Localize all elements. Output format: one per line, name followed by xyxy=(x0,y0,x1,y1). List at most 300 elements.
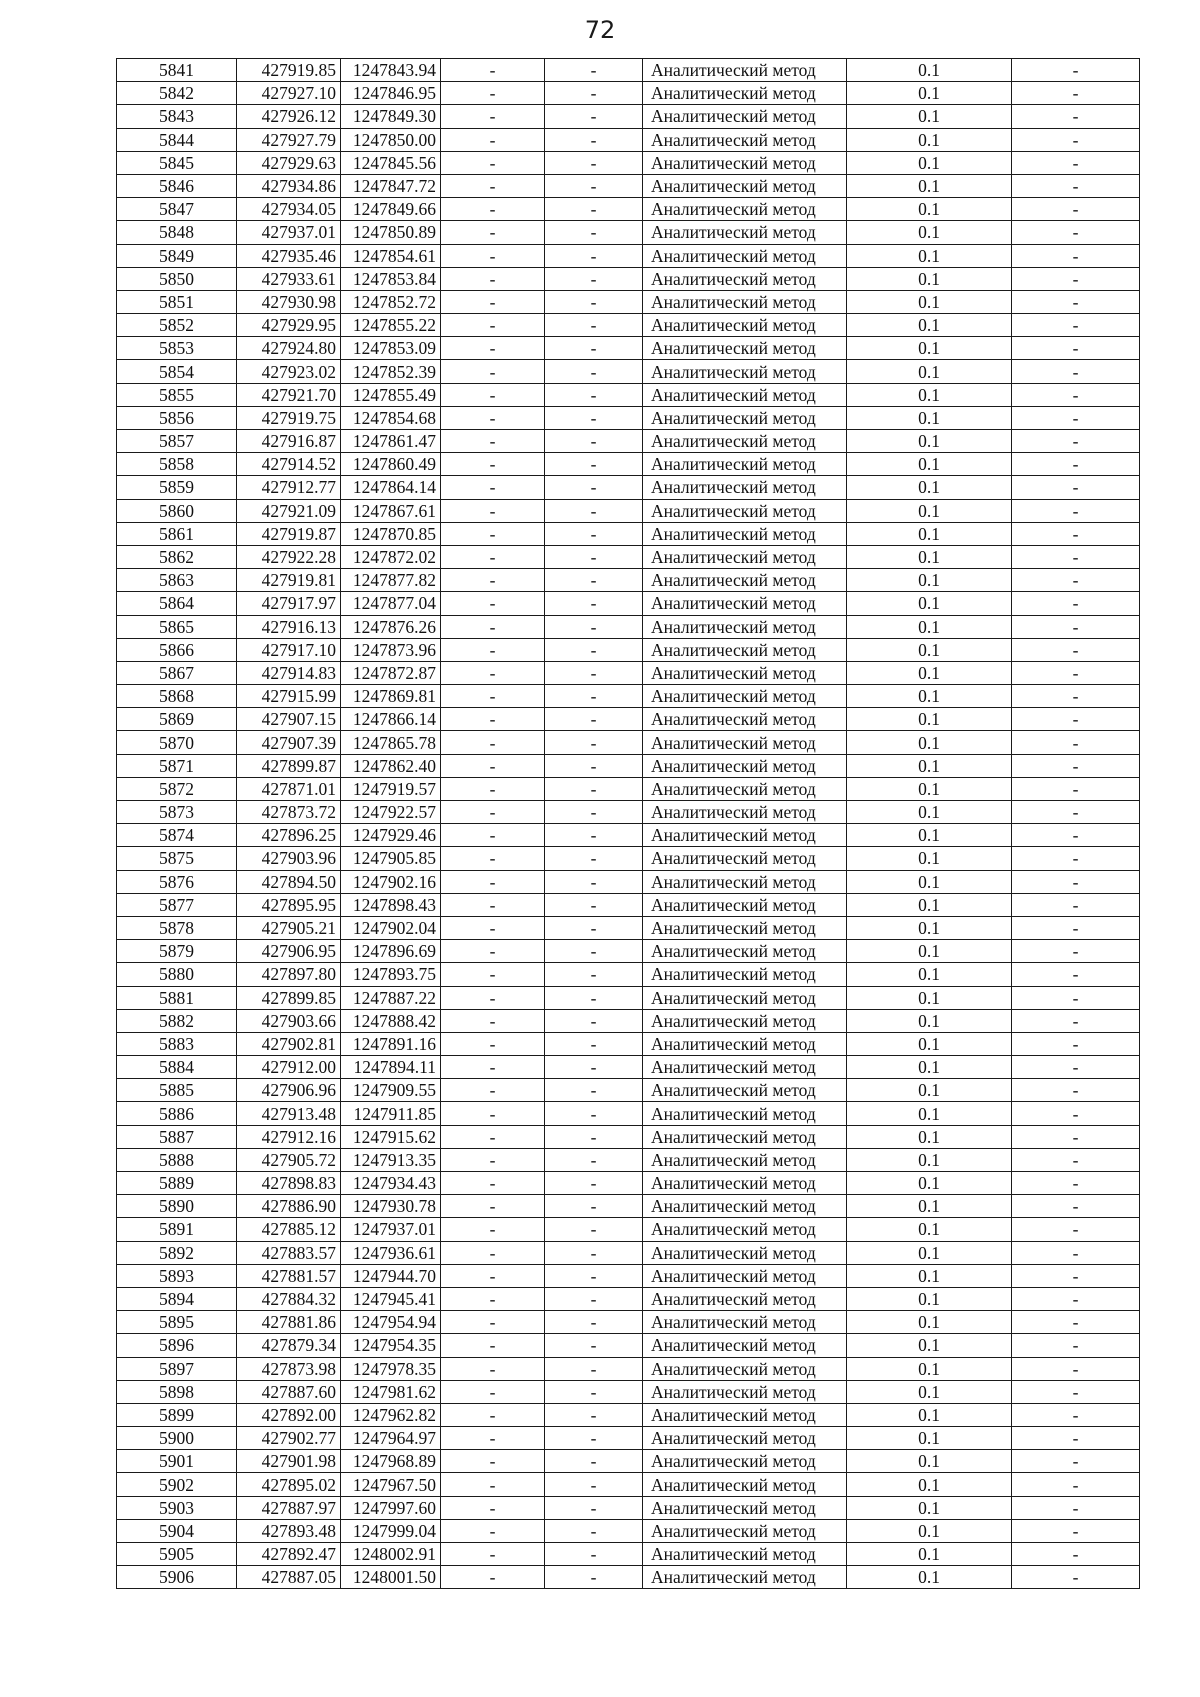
table-row xyxy=(117,893,1140,916)
method-cell: Аналитический метод xyxy=(643,337,847,360)
x-coordinate-cell: 427916.13 xyxy=(237,615,341,638)
y-coordinate-cell: 1247898.43 xyxy=(341,893,441,916)
dash-cell: - xyxy=(545,1172,643,1195)
table-row xyxy=(117,754,1140,777)
table-row xyxy=(117,406,1140,429)
dash-cell: - xyxy=(1012,661,1140,684)
x-coordinate-cell: 427899.85 xyxy=(237,986,341,1009)
dash-cell: - xyxy=(441,244,545,267)
accuracy-cell: 0.1 xyxy=(847,476,1012,499)
dash-cell: - xyxy=(545,963,643,986)
table-row xyxy=(117,1380,1140,1403)
point-number-cell: 5887 xyxy=(117,1125,237,1148)
accuracy-cell: 0.1 xyxy=(847,893,1012,916)
method-cell: Аналитический метод xyxy=(643,1473,847,1496)
y-coordinate-cell: 1247849.66 xyxy=(341,198,441,221)
x-coordinate-cell: 427873.72 xyxy=(237,801,341,824)
dash-cell: - xyxy=(545,522,643,545)
dash-cell: - xyxy=(441,290,545,313)
point-number-cell: 5898 xyxy=(117,1380,237,1403)
point-number-cell: 5860 xyxy=(117,499,237,522)
dash-cell: - xyxy=(1012,685,1140,708)
accuracy-cell: 0.1 xyxy=(847,174,1012,197)
method-cell: Аналитический метод xyxy=(643,453,847,476)
x-coordinate-cell: 427919.85 xyxy=(237,59,341,82)
dash-cell: - xyxy=(1012,893,1140,916)
dash-cell: - xyxy=(1012,128,1140,151)
accuracy-cell: 0.1 xyxy=(847,638,1012,661)
dash-cell: - xyxy=(545,1519,643,1542)
dash-cell: - xyxy=(545,1334,643,1357)
dash-cell: - xyxy=(441,1450,545,1473)
y-coordinate-cell: 1247865.78 xyxy=(341,731,441,754)
x-coordinate-cell: 427894.50 xyxy=(237,870,341,893)
dash-cell: - xyxy=(545,1357,643,1380)
accuracy-cell: 0.1 xyxy=(847,1473,1012,1496)
dash-cell: - xyxy=(441,638,545,661)
x-coordinate-cell: 427921.09 xyxy=(237,499,341,522)
accuracy-cell: 0.1 xyxy=(847,267,1012,290)
dash-cell: - xyxy=(1012,1195,1140,1218)
dash-cell: - xyxy=(1012,569,1140,592)
method-cell: Аналитический метод xyxy=(643,1450,847,1473)
x-coordinate-cell: 427907.39 xyxy=(237,731,341,754)
dash-cell: - xyxy=(441,128,545,151)
dash-cell: - xyxy=(1012,1519,1140,1542)
dash-cell: - xyxy=(545,314,643,337)
point-number-cell: 5880 xyxy=(117,963,237,986)
point-number-cell: 5851 xyxy=(117,290,237,313)
table-row xyxy=(117,870,1140,893)
dash-cell: - xyxy=(441,801,545,824)
accuracy-cell: 0.1 xyxy=(847,708,1012,731)
y-coordinate-cell: 1248001.50 xyxy=(341,1566,441,1589)
x-coordinate-cell: 427905.72 xyxy=(237,1148,341,1171)
dash-cell: - xyxy=(545,847,643,870)
dash-cell: - xyxy=(545,105,643,128)
y-coordinate-cell: 1247845.56 xyxy=(341,151,441,174)
method-cell: Аналитический метод xyxy=(643,801,847,824)
accuracy-cell: 0.1 xyxy=(847,824,1012,847)
table-row xyxy=(117,1032,1140,1055)
accuracy-cell: 0.1 xyxy=(847,847,1012,870)
point-number-cell: 5862 xyxy=(117,545,237,568)
accuracy-cell: 0.1 xyxy=(847,1056,1012,1079)
dash-cell: - xyxy=(441,708,545,731)
dash-cell: - xyxy=(545,940,643,963)
x-coordinate-cell: 427921.70 xyxy=(237,383,341,406)
y-coordinate-cell: 1247846.95 xyxy=(341,82,441,105)
point-number-cell: 5861 xyxy=(117,522,237,545)
table-row xyxy=(117,847,1140,870)
x-coordinate-cell: 427884.32 xyxy=(237,1287,341,1310)
y-coordinate-cell: 1247860.49 xyxy=(341,453,441,476)
dash-cell: - xyxy=(441,1473,545,1496)
dash-cell: - xyxy=(1012,731,1140,754)
method-cell: Аналитический метод xyxy=(643,406,847,429)
table-row xyxy=(117,824,1140,847)
point-number-cell: 5896 xyxy=(117,1334,237,1357)
point-number-cell: 5863 xyxy=(117,569,237,592)
method-cell: Аналитический метод xyxy=(643,522,847,545)
table-row xyxy=(117,82,1140,105)
dash-cell: - xyxy=(1012,360,1140,383)
method-cell: Аналитический метод xyxy=(643,1403,847,1426)
x-coordinate-cell: 427919.87 xyxy=(237,522,341,545)
accuracy-cell: 0.1 xyxy=(847,1218,1012,1241)
method-cell: Аналитический метод xyxy=(643,198,847,221)
method-cell: Аналитический метод xyxy=(643,1519,847,1542)
dash-cell: - xyxy=(441,545,545,568)
method-cell: Аналитический метод xyxy=(643,708,847,731)
y-coordinate-cell: 1247937.01 xyxy=(341,1218,441,1241)
y-coordinate-cell: 1247855.22 xyxy=(341,314,441,337)
accuracy-cell: 0.1 xyxy=(847,685,1012,708)
point-number-cell: 5873 xyxy=(117,801,237,824)
dash-cell: - xyxy=(545,685,643,708)
x-coordinate-cell: 427906.96 xyxy=(237,1079,341,1102)
accuracy-cell: 0.1 xyxy=(847,337,1012,360)
dash-cell: - xyxy=(545,128,643,151)
accuracy-cell: 0.1 xyxy=(847,1450,1012,1473)
dash-cell: - xyxy=(441,1403,545,1426)
table-row xyxy=(117,1357,1140,1380)
point-number-cell: 5891 xyxy=(117,1218,237,1241)
dash-cell: - xyxy=(441,1079,545,1102)
table-row xyxy=(117,1148,1140,1171)
method-cell: Аналитический метод xyxy=(643,847,847,870)
table-row xyxy=(117,1496,1140,1519)
x-coordinate-cell: 427917.10 xyxy=(237,638,341,661)
table-row xyxy=(117,1311,1140,1334)
dash-cell: - xyxy=(441,174,545,197)
page-number: 72 xyxy=(584,16,616,44)
dash-cell: - xyxy=(545,1032,643,1055)
dash-cell: - xyxy=(545,453,643,476)
x-coordinate-cell: 427887.05 xyxy=(237,1566,341,1589)
y-coordinate-cell: 1247893.75 xyxy=(341,963,441,986)
x-coordinate-cell: 427893.48 xyxy=(237,1519,341,1542)
accuracy-cell: 0.1 xyxy=(847,661,1012,684)
dash-cell: - xyxy=(441,1032,545,1055)
dash-cell: - xyxy=(441,1125,545,1148)
method-cell: Аналитический метод xyxy=(643,1056,847,1079)
dash-cell: - xyxy=(545,1380,643,1403)
table-row xyxy=(117,615,1140,638)
dash-cell: - xyxy=(545,1218,643,1241)
method-cell: Аналитический метод xyxy=(643,592,847,615)
dash-cell: - xyxy=(545,592,643,615)
method-cell: Аналитический метод xyxy=(643,661,847,684)
y-coordinate-cell: 1247894.11 xyxy=(341,1056,441,1079)
point-number-cell: 5876 xyxy=(117,870,237,893)
x-coordinate-cell: 427929.95 xyxy=(237,314,341,337)
y-coordinate-cell: 1247847.72 xyxy=(341,174,441,197)
point-number-cell: 5884 xyxy=(117,1056,237,1079)
accuracy-cell: 0.1 xyxy=(847,1519,1012,1542)
dash-cell: - xyxy=(1012,1264,1140,1287)
point-number-cell: 5848 xyxy=(117,221,237,244)
method-cell: Аналитический метод xyxy=(643,1566,847,1589)
dash-cell: - xyxy=(1012,1473,1140,1496)
point-number-cell: 5872 xyxy=(117,777,237,800)
dash-cell: - xyxy=(545,731,643,754)
table-row xyxy=(117,105,1140,128)
dash-cell: - xyxy=(545,337,643,360)
x-coordinate-cell: 427929.63 xyxy=(237,151,341,174)
dash-cell: - xyxy=(441,1056,545,1079)
table-row xyxy=(117,59,1140,82)
dash-cell: - xyxy=(1012,1543,1140,1566)
table-row xyxy=(117,1218,1140,1241)
dash-cell: - xyxy=(1012,383,1140,406)
accuracy-cell: 0.1 xyxy=(847,963,1012,986)
y-coordinate-cell: 1247978.35 xyxy=(341,1357,441,1380)
table-row xyxy=(117,1427,1140,1450)
accuracy-cell: 0.1 xyxy=(847,1148,1012,1171)
dash-cell: - xyxy=(441,151,545,174)
accuracy-cell: 0.1 xyxy=(847,1241,1012,1264)
point-number-cell: 5879 xyxy=(117,940,237,963)
point-number-cell: 5888 xyxy=(117,1148,237,1171)
dash-cell: - xyxy=(545,1473,643,1496)
accuracy-cell: 0.1 xyxy=(847,615,1012,638)
method-cell: Аналитический метод xyxy=(643,1427,847,1450)
table-row xyxy=(117,1009,1140,1032)
table-row xyxy=(117,383,1140,406)
dash-cell: - xyxy=(441,476,545,499)
dash-cell: - xyxy=(441,1519,545,1542)
accuracy-cell: 0.1 xyxy=(847,244,1012,267)
x-coordinate-cell: 427902.77 xyxy=(237,1427,341,1450)
table-row xyxy=(117,661,1140,684)
dash-cell: - xyxy=(1012,916,1140,939)
dash-cell: - xyxy=(1012,986,1140,1009)
method-cell: Аналитический метод xyxy=(643,1241,847,1264)
accuracy-cell: 0.1 xyxy=(847,1334,1012,1357)
dash-cell: - xyxy=(545,754,643,777)
dash-cell: - xyxy=(441,198,545,221)
dash-cell: - xyxy=(441,592,545,615)
dash-cell: - xyxy=(545,545,643,568)
method-cell: Аналитический метод xyxy=(643,151,847,174)
x-coordinate-cell: 427915.99 xyxy=(237,685,341,708)
dash-cell: - xyxy=(441,1334,545,1357)
point-number-cell: 5867 xyxy=(117,661,237,684)
point-number-cell: 5892 xyxy=(117,1241,237,1264)
dash-cell: - xyxy=(441,1241,545,1264)
accuracy-cell: 0.1 xyxy=(847,1264,1012,1287)
dash-cell: - xyxy=(545,221,643,244)
dash-cell: - xyxy=(441,777,545,800)
x-coordinate-cell: 427896.25 xyxy=(237,824,341,847)
dash-cell: - xyxy=(441,754,545,777)
accuracy-cell: 0.1 xyxy=(847,1009,1012,1032)
method-cell: Аналитический метод xyxy=(643,1148,847,1171)
dash-cell: - xyxy=(1012,1218,1140,1241)
method-cell: Аналитический метод xyxy=(643,1287,847,1310)
x-coordinate-cell: 427881.86 xyxy=(237,1311,341,1334)
method-cell: Аналитический метод xyxy=(643,1264,847,1287)
dash-cell: - xyxy=(545,198,643,221)
table-row xyxy=(117,1334,1140,1357)
point-number-cell: 5844 xyxy=(117,128,237,151)
dash-cell: - xyxy=(441,1102,545,1125)
dash-cell: - xyxy=(545,1403,643,1426)
y-coordinate-cell: 1247861.47 xyxy=(341,430,441,453)
y-coordinate-cell: 1248002.91 xyxy=(341,1543,441,1566)
accuracy-cell: 0.1 xyxy=(847,105,1012,128)
dash-cell: - xyxy=(441,406,545,429)
table-row xyxy=(117,545,1140,568)
dash-cell: - xyxy=(1012,267,1140,290)
dash-cell: - xyxy=(441,383,545,406)
method-cell: Аналитический метод xyxy=(643,314,847,337)
dash-cell: - xyxy=(545,151,643,174)
dash-cell: - xyxy=(545,499,643,522)
point-number-cell: 5897 xyxy=(117,1357,237,1380)
dash-cell: - xyxy=(545,430,643,453)
point-number-cell: 5845 xyxy=(117,151,237,174)
coordinates-table-body xyxy=(117,59,1140,1589)
dash-cell: - xyxy=(545,569,643,592)
method-cell: Аналитический метод xyxy=(643,128,847,151)
y-coordinate-cell: 1247915.62 xyxy=(341,1125,441,1148)
dash-cell: - xyxy=(545,244,643,267)
method-cell: Аналитический метод xyxy=(643,244,847,267)
method-cell: Аналитический метод xyxy=(643,1496,847,1519)
dash-cell: - xyxy=(441,940,545,963)
method-cell: Аналитический метод xyxy=(643,916,847,939)
point-number-cell: 5894 xyxy=(117,1287,237,1310)
method-cell: Аналитический метод xyxy=(643,267,847,290)
dash-cell: - xyxy=(441,314,545,337)
dash-cell: - xyxy=(545,476,643,499)
point-number-cell: 5871 xyxy=(117,754,237,777)
x-coordinate-cell: 427907.15 xyxy=(237,708,341,731)
table-row xyxy=(117,1172,1140,1195)
method-cell: Аналитический метод xyxy=(643,1125,847,1148)
dash-cell: - xyxy=(441,499,545,522)
dash-cell: - xyxy=(545,290,643,313)
point-number-cell: 5899 xyxy=(117,1403,237,1426)
table-row xyxy=(117,244,1140,267)
y-coordinate-cell: 1247902.16 xyxy=(341,870,441,893)
dash-cell: - xyxy=(545,916,643,939)
accuracy-cell: 0.1 xyxy=(847,1079,1012,1102)
table-row xyxy=(117,290,1140,313)
point-number-cell: 5864 xyxy=(117,592,237,615)
y-coordinate-cell: 1247954.35 xyxy=(341,1334,441,1357)
method-cell: Аналитический метод xyxy=(643,893,847,916)
dash-cell: - xyxy=(545,661,643,684)
x-coordinate-cell: 427883.57 xyxy=(237,1241,341,1264)
dash-cell: - xyxy=(441,685,545,708)
table-row xyxy=(117,267,1140,290)
method-cell: Аналитический метод xyxy=(643,1172,847,1195)
table-row xyxy=(117,569,1140,592)
point-number-cell: 5900 xyxy=(117,1427,237,1450)
dash-cell: - xyxy=(441,221,545,244)
y-coordinate-cell: 1247849.30 xyxy=(341,105,441,128)
point-number-cell: 5847 xyxy=(117,198,237,221)
point-number-cell: 5903 xyxy=(117,1496,237,1519)
table-row xyxy=(117,1079,1140,1102)
dash-cell: - xyxy=(441,1543,545,1566)
y-coordinate-cell: 1247934.43 xyxy=(341,1172,441,1195)
accuracy-cell: 0.1 xyxy=(847,522,1012,545)
table-row xyxy=(117,801,1140,824)
accuracy-cell: 0.1 xyxy=(847,430,1012,453)
accuracy-cell: 0.1 xyxy=(847,59,1012,82)
x-coordinate-cell: 427916.87 xyxy=(237,430,341,453)
dash-cell: - xyxy=(545,801,643,824)
dash-cell: - xyxy=(1012,824,1140,847)
dash-cell: - xyxy=(545,638,643,661)
y-coordinate-cell: 1247888.42 xyxy=(341,1009,441,1032)
x-coordinate-cell: 427919.75 xyxy=(237,406,341,429)
x-coordinate-cell: 427934.05 xyxy=(237,198,341,221)
dash-cell: - xyxy=(441,522,545,545)
x-coordinate-cell: 427873.98 xyxy=(237,1357,341,1380)
method-cell: Аналитический метод xyxy=(643,1102,847,1125)
dash-cell: - xyxy=(1012,406,1140,429)
x-coordinate-cell: 427895.02 xyxy=(237,1473,341,1496)
dash-cell: - xyxy=(545,1009,643,1032)
table-row xyxy=(117,1125,1140,1148)
table-row xyxy=(117,453,1140,476)
table-row xyxy=(117,1519,1140,1542)
method-cell: Аналитический метод xyxy=(643,824,847,847)
accuracy-cell: 0.1 xyxy=(847,1032,1012,1055)
dash-cell: - xyxy=(545,777,643,800)
dash-cell: - xyxy=(545,893,643,916)
accuracy-cell: 0.1 xyxy=(847,1195,1012,1218)
x-coordinate-cell: 427885.12 xyxy=(237,1218,341,1241)
y-coordinate-cell: 1247922.57 xyxy=(341,801,441,824)
method-cell: Аналитический метод xyxy=(643,1311,847,1334)
dash-cell: - xyxy=(545,1079,643,1102)
dash-cell: - xyxy=(545,986,643,1009)
x-coordinate-cell: 427934.86 xyxy=(237,174,341,197)
dash-cell: - xyxy=(441,661,545,684)
y-coordinate-cell: 1247872.87 xyxy=(341,661,441,684)
y-coordinate-cell: 1247944.70 xyxy=(341,1264,441,1287)
method-cell: Аналитический метод xyxy=(643,963,847,986)
dash-cell: - xyxy=(1012,1403,1140,1426)
x-coordinate-cell: 427901.98 xyxy=(237,1450,341,1473)
accuracy-cell: 0.1 xyxy=(847,1311,1012,1334)
accuracy-cell: 0.1 xyxy=(847,383,1012,406)
dash-cell: - xyxy=(1012,151,1140,174)
table-row xyxy=(117,522,1140,545)
table-row xyxy=(117,1056,1140,1079)
point-number-cell: 5858 xyxy=(117,453,237,476)
dash-cell: - xyxy=(1012,1427,1140,1450)
y-coordinate-cell: 1247853.84 xyxy=(341,267,441,290)
accuracy-cell: 0.1 xyxy=(847,754,1012,777)
accuracy-cell: 0.1 xyxy=(847,1403,1012,1426)
dash-cell: - xyxy=(545,870,643,893)
dash-cell: - xyxy=(1012,708,1140,731)
dash-cell: - xyxy=(545,1195,643,1218)
accuracy-cell: 0.1 xyxy=(847,1172,1012,1195)
method-cell: Аналитический метод xyxy=(643,221,847,244)
dash-cell: - xyxy=(1012,59,1140,82)
table-row xyxy=(117,198,1140,221)
method-cell: Аналитический метод xyxy=(643,986,847,1009)
y-coordinate-cell: 1247936.61 xyxy=(341,1241,441,1264)
